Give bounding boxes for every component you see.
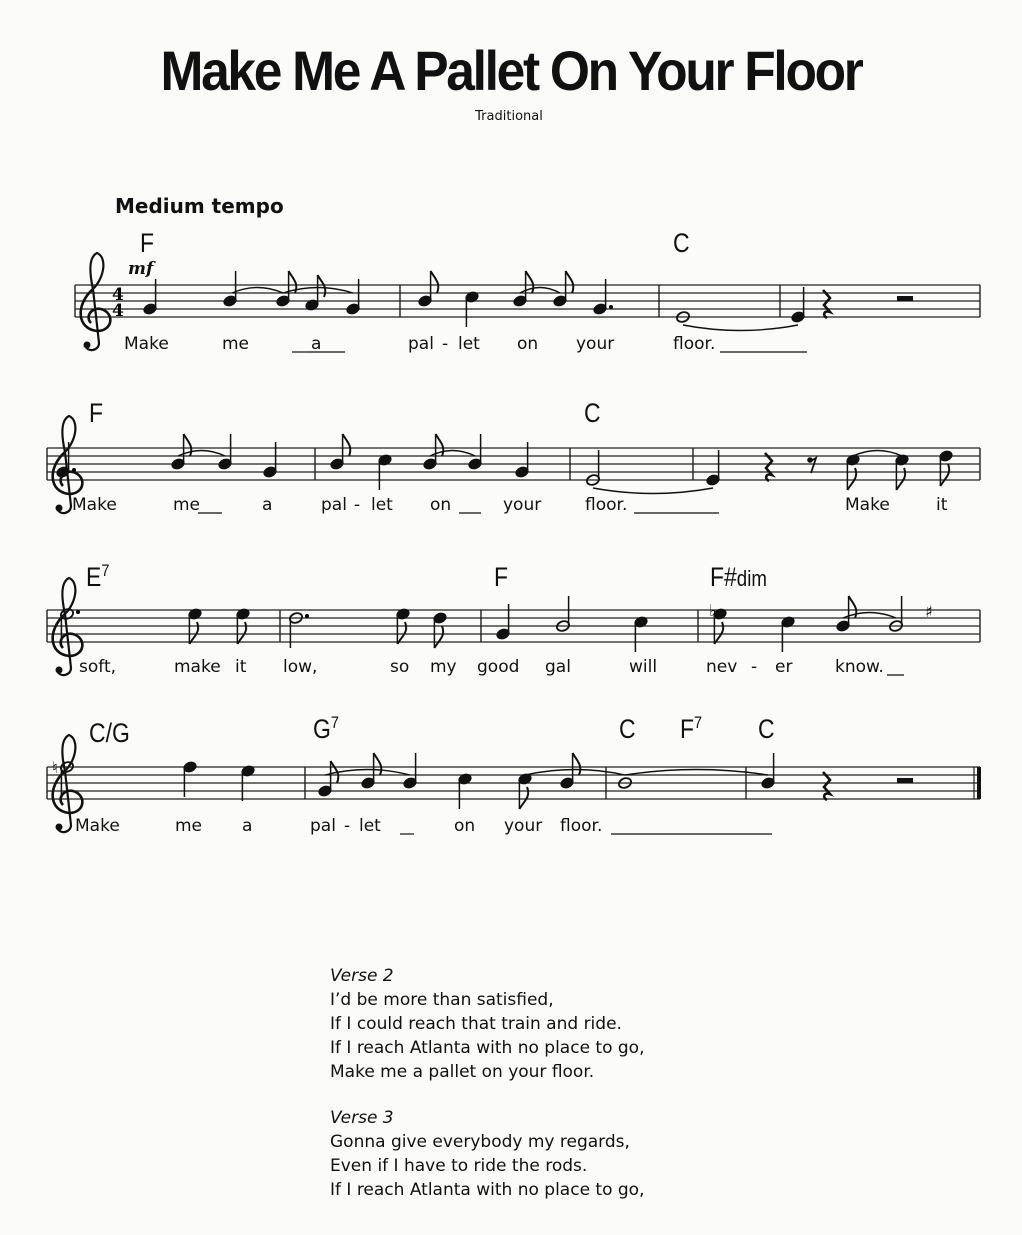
note-flag: [434, 626, 443, 648]
chord-symbol: F: [89, 398, 104, 428]
chord-symbol: $F^7$: [680, 713, 703, 744]
tie-slur: [593, 488, 713, 494]
chord-symbol: C: [619, 714, 636, 744]
chord-symbol: $G^7$: [313, 713, 339, 744]
lyric-syllable: floor.: [585, 495, 628, 515]
tie-slur: [178, 451, 225, 457]
lyric-syllable: your: [504, 816, 543, 836]
lyric-syllable: let: [371, 495, 393, 515]
chord-symbol: C: [758, 714, 775, 744]
lyric-syllable: on: [430, 495, 452, 515]
lyric-syllable: pal: [408, 334, 434, 354]
half-rest-icon: [897, 778, 913, 783]
augmentation-dot: [609, 305, 613, 309]
lyric-syllable: it: [235, 657, 247, 677]
lyric-hyphen: -: [344, 816, 351, 836]
quarter-rest-icon: [823, 290, 830, 318]
note-flag: [343, 434, 351, 456]
lyric-syllable: me: [222, 334, 250, 354]
lyric-hyphen: -: [751, 657, 758, 677]
lyric-syllable: Make: [124, 334, 169, 354]
lyric-syllable: Make: [845, 495, 890, 515]
augmentation-dot: [72, 468, 76, 472]
chord-symbol: C/G: [89, 718, 130, 748]
note-flag: [896, 468, 905, 490]
tempo-marking: Medium tempo: [115, 194, 284, 218]
chord-symbol: $E^7$: [86, 561, 110, 592]
tie-slur: [525, 770, 625, 776]
lyric-hyphen: -: [354, 495, 361, 515]
song-title: Make Me A Pallet On Your Floor: [160, 39, 862, 102]
half-rest-icon: [897, 296, 913, 301]
lyric-syllable: on: [517, 334, 539, 354]
verse-line: Make me a pallet on your floor.: [330, 1062, 595, 1082]
sharp-icon: ♯: [925, 602, 933, 621]
verse-label: Verse 3: [330, 1108, 394, 1128]
time-signature: 4: [112, 285, 124, 305]
lyric-syllable: a: [262, 495, 273, 515]
lyric-syllable: let: [458, 334, 480, 354]
lyric-syllable: me: [175, 816, 203, 836]
note-flag: [714, 622, 723, 644]
lyric-syllable: nev: [706, 657, 738, 677]
lyric-syllable: me: [173, 495, 201, 515]
lyric-syllable: your: [503, 495, 542, 515]
lyric-syllable: gal: [545, 657, 571, 677]
lyric-hyphen: -: [442, 334, 449, 354]
verse-line: Even if I have to ride the rods.: [330, 1156, 588, 1176]
note-flag: [189, 622, 198, 644]
lyric-syllable: it: [936, 495, 948, 515]
lyric-syllable: my: [430, 657, 457, 677]
tie-slur: [683, 325, 798, 331]
note-flag: [431, 271, 439, 293]
lyric-syllable: pal: [310, 816, 336, 836]
verse-line: I’d be more than satisfied,: [330, 990, 554, 1010]
note-flag: [566, 271, 574, 293]
augmentation-dot: [76, 610, 80, 614]
chord-symbol: F: [494, 562, 509, 592]
note-flag: [237, 622, 246, 644]
note-flag: [318, 275, 326, 297]
lyric-syllable: er: [775, 657, 793, 677]
note-flag: [374, 753, 382, 775]
verse-line: If I reach Atlanta with no place to go,: [330, 1180, 645, 1200]
tie-slur: [843, 613, 896, 619]
tie-slur: [232, 288, 283, 294]
tie-slur: [853, 451, 902, 457]
flat-icon: ♭: [709, 601, 717, 620]
lyric-syllable: good: [477, 657, 520, 677]
verse-label: Verse 2: [330, 966, 394, 986]
lyric-syllable: so: [390, 657, 410, 677]
lyric-syllable: a: [311, 334, 322, 354]
lyric-syllable: a: [242, 816, 253, 836]
lyric-syllable: Make: [72, 495, 117, 515]
note-flag: [397, 622, 406, 644]
natural-icon: ♮: [52, 758, 58, 777]
lyric-syllable: floor.: [673, 334, 716, 354]
note-flag: [519, 787, 528, 809]
lyric-syllable: your: [576, 334, 615, 354]
lyric-syllable: know.: [835, 657, 884, 677]
chord-symbol: C: [673, 228, 690, 258]
dynamic-marking: mf: [128, 259, 154, 279]
lyric-syllable: low,: [283, 657, 318, 677]
note-flag: [940, 464, 949, 486]
lyric-syllable: Make: [75, 816, 120, 836]
lyric-syllable: on: [454, 816, 476, 836]
chord-symbol: F: [140, 228, 155, 258]
composer-credit: Traditional: [475, 109, 543, 124]
eighth-rest-icon: [807, 457, 816, 473]
chord-symbol: C: [584, 398, 601, 428]
note-flag: [573, 753, 581, 775]
augmentation-dot: [305, 614, 309, 618]
lyric-syllable: pal: [321, 495, 347, 515]
lyric-syllable: let: [359, 816, 381, 836]
notation-layer: [47, 253, 980, 834]
tie-slur: [430, 451, 475, 457]
lyric-syllable: will: [629, 657, 658, 677]
lyric-syllable: floor.: [560, 816, 603, 836]
verse-line: If I reach Atlanta with no place to go,: [330, 1038, 645, 1058]
lyric-syllable: soft,: [79, 657, 117, 677]
time-signature: 4: [112, 301, 124, 321]
chord-symbol: F#dim: [710, 562, 767, 592]
verse-line: Gonna give everybody my regards,: [330, 1132, 630, 1152]
quarter-rest-icon: [765, 453, 772, 481]
note-flag: [847, 468, 856, 490]
quarter-rest-icon: [823, 772, 830, 800]
verse-line: If I could reach that train and ride.: [330, 1014, 622, 1034]
lyric-syllable: make: [174, 657, 221, 677]
